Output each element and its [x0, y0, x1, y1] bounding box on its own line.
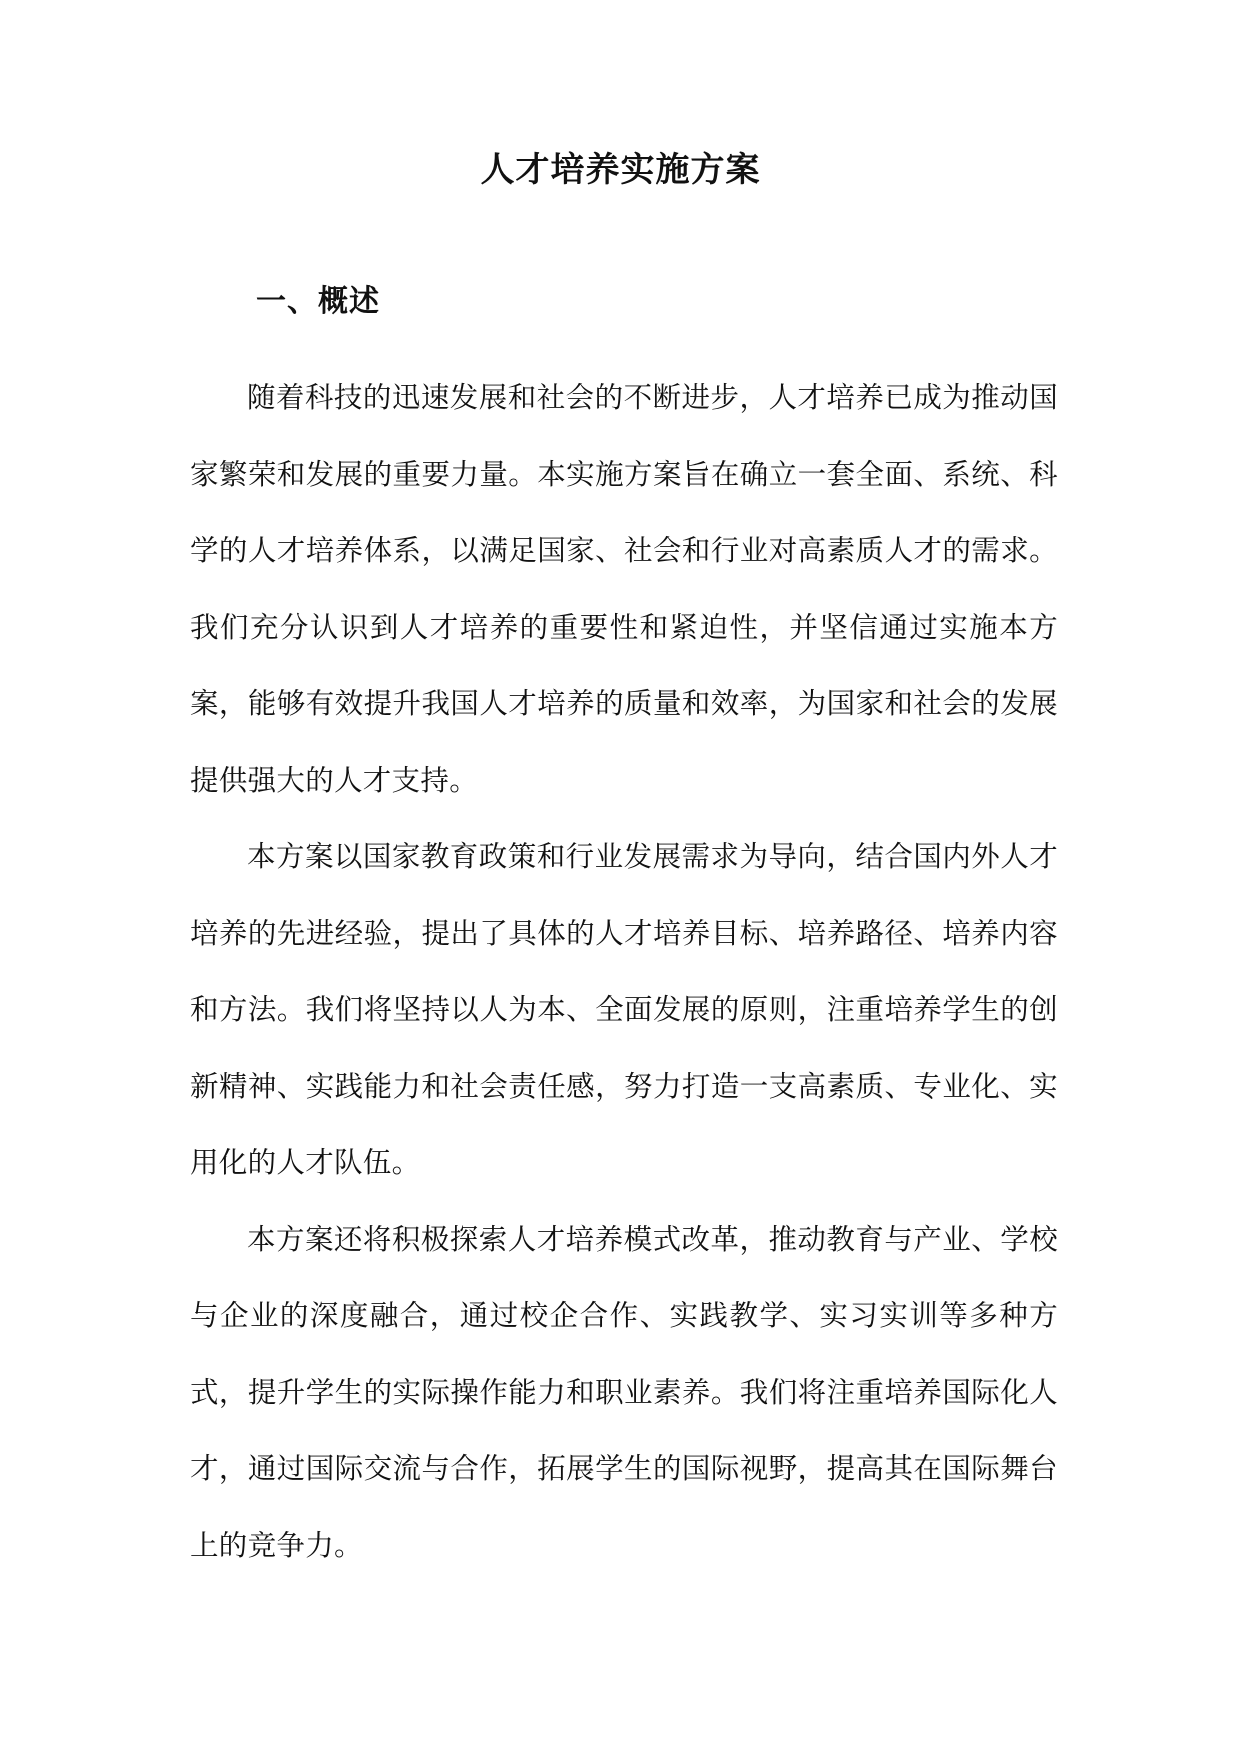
- document-body: [190, 360, 1058, 1584]
- document-title: 人才培养实施方案: [480, 150, 761, 190]
- paragraph-2: 本方案以国家教育政策和行业发展需求为导向，结合国内外人才培养的先进经验，提出了具体的人才培养目标、培养路径、培养内容和方法。我们将坚持以人为本、全面发展的原则，注重培养学生的创新精神、实践能力和社会责任感，努力打造一支高素质、专业化、实用化的人才队伍。: [190, 840, 1058, 1179]
- paragraph-3: 本方案还将积极探索人才培养模式改革，推动教育与产业、学校与企业的深度融合，通过校企合作、实践教学、实习实训等多种方式，提升学生的实际操作能力和职业素养。我们将注重培养国际化人才，通过国际交流与合作，拓展学生的国际视野，提高其在国际舞台上的竞争力。: [190, 1222, 1058, 1562]
- section-heading: 一、概述: [256, 284, 380, 319]
- paragraph-1: 随着科技的迅速发展和社会的不断进步，人才培养已成为推动国家繁荣和发展的重要力量。本实施方案旨在确立一套全面、系统、科学的人才培养体系，以满足国家、社会和行业对高素质人才的需求。我们充分认识到人才培养的重要性和紧迫性，并坚信通过实施本方案，能够有效提升我国人才培养的质量和效率，为国家和社会的发展提供强大的人才支持。: [190, 381, 1058, 797]
